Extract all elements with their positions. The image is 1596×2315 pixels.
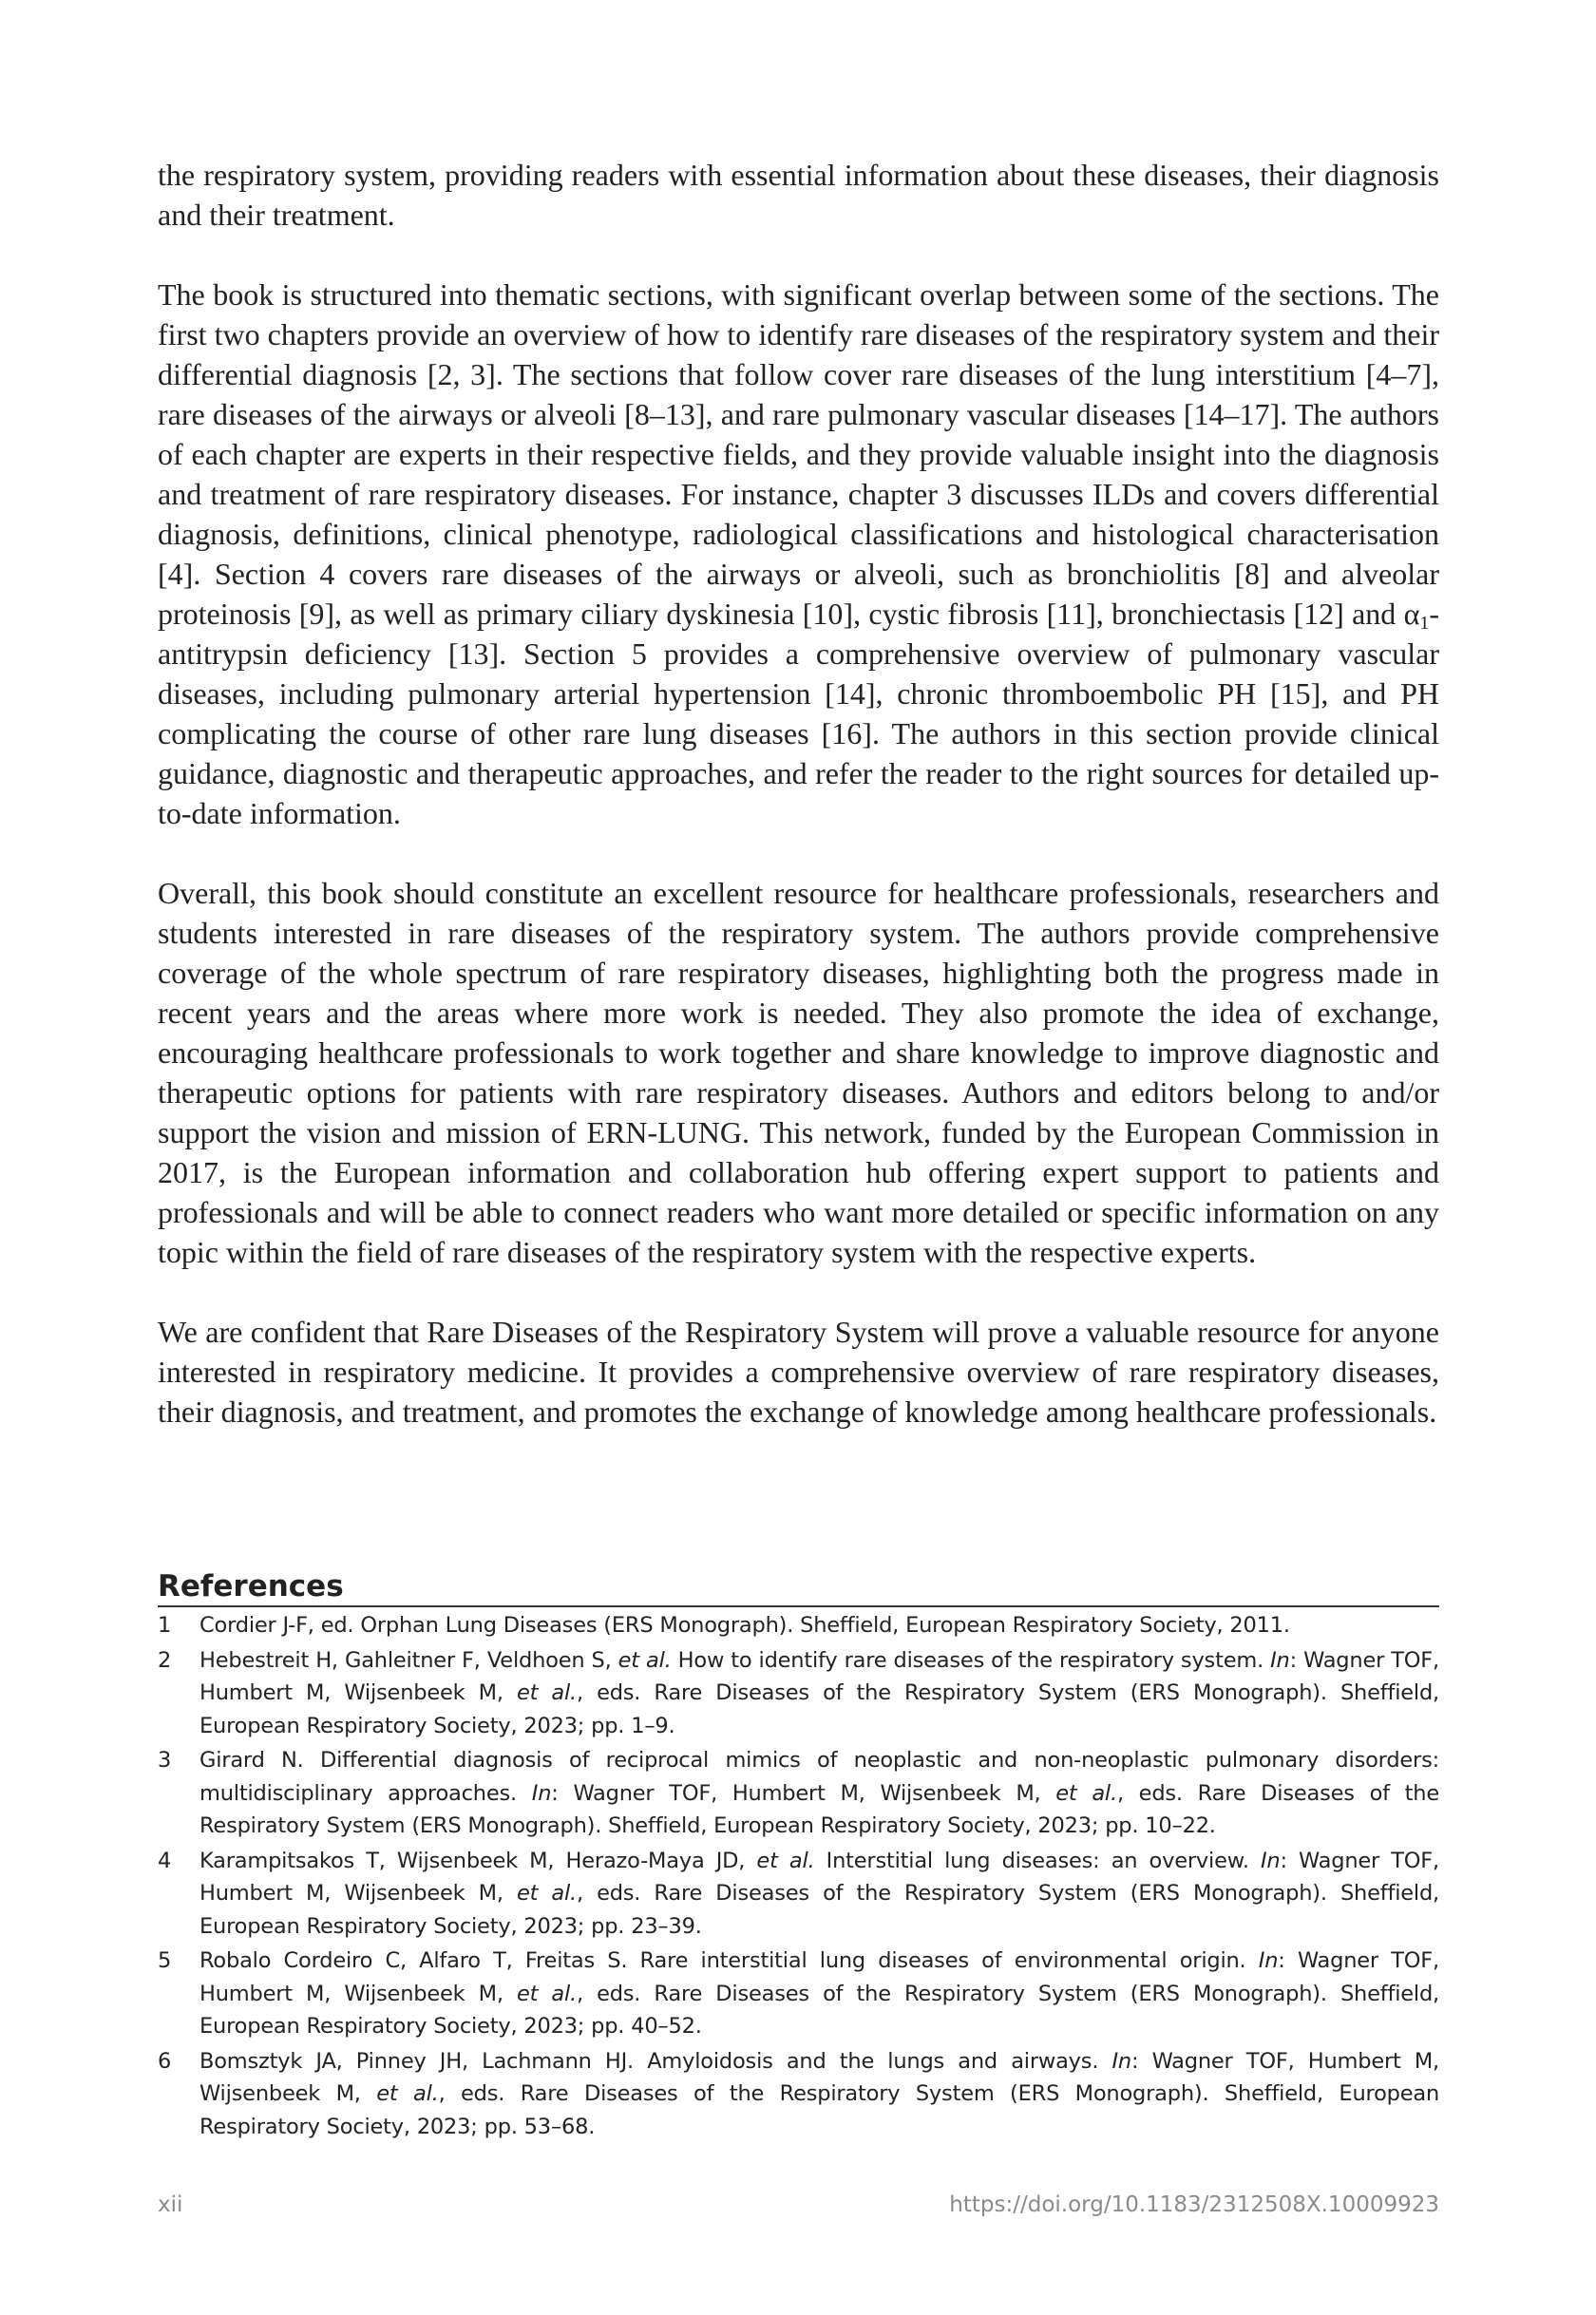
in-label: In	[1270, 1647, 1290, 1673]
reference-5	[158, 1945, 1439, 2043]
paragraph-3: Overall, this book should constitute an excellent resource for healthcare professionals, researchers and students interested in rare diseases of the respiratory system. The authors provide comprehensive coverage of the whole spectrum of rare respiratory diseases, highlighting both the progress made in recent years and the areas where more work is needed. They also promote the idea of exchange, encouraging healthcare professionals to work together and share knowledge to improve diagnostic and therapeutic options for patients with rare respiratory diseases. Authors and editors belong to and/or support the vision and mission of ERN-LUNG. This network, funded by the European Commission in 2017, is the European information and collaboration hub offering expert support to patients and professionals and will be able to connect readers who want more detailed or specific information on any topic within the field of rare diseases of the respiratory system with the respective experts.	[158, 876, 1439, 1269]
paragraph-2-part-a: The book is structured into thematic sections, with significant overlap between some of the sections. The first two chapters provide an overview of how to identify rare diseases of the respiratory system and their differential diagnosis [2, 3]. The sections that follow cover rare diseases of the lung interstitium [4–7], rare diseases of the airways or alveoli [8–13], and rare pulmonary vascular diseases [14–17]. The authors of each chapter are experts in their respective fields, and they provide valuable insight into the diagnosis and treatment of rare respiratory diseases. For instance, chapter 3 discusses ILDs and covers differential diagnosis, definitions, clinical phenotype, radiological classifications and histological characterisation [4]. Section 4 covers rare diseases of the airways or alveoli, such as bronchiolitis [8] and alveolar proteinosis [9], as well as primary ciliary dyskinesia [10], cystic fibrosis [11], bronchiectasis [12] and	[158, 277, 1439, 631]
et-al: et al.	[1055, 1780, 1117, 1806]
paragraph-4: We are confident that Rare Diseases of the Respiratory System will prove a valuable resource for anyone interested in respiratory medicine. It provides a comprehensive overview of rare respiratory diseases, their diagnosis, and treatment, and promotes the exchange of knowledge among healthcare professionals.	[158, 1315, 1439, 1429]
reference-source: , eds. Rare Diseases of the Respiratory System (ERS Monograph). Sheffield, European Respiratory Society, 2023; pp. 1–9.	[200, 1680, 1439, 1738]
references-list	[158, 1609, 1439, 2143]
page-number: xii	[158, 2192, 183, 2217]
reference-editors: : Wagner TOF, Humbert M, Wijsenbeek M,	[200, 1948, 1439, 2006]
reference-text: Cordier J-F, ed. Orphan Lung Diseases (ERS Monograph). Sheffield, European Respiratory Society, 2011.	[200, 1613, 1290, 1638]
reference-source: , eds. Rare Diseases of the Respiratory System (ERS Monograph). Sheffield, European Respiratory Society, 2023; pp. 40–52.	[200, 1981, 1439, 2039]
reference-source: , eds. Rare Diseases of the Respiratory System (ERS Monograph). Sheffield, European Respiratory Society, 2023; pp. 53–68.	[200, 2081, 1440, 2139]
reference-number: 3	[158, 1748, 172, 1773]
alpha-symbol: α	[1403, 597, 1420, 631]
doi-link[interactable]: https://doi.org/10.1183/2312508X.10009923	[949, 2192, 1439, 2217]
et-al: et al.	[516, 1981, 577, 2006]
paragraph-1: the respiratory system, providing readers with essential information about these diseases, their diagnosis and their treatment.	[158, 158, 1439, 232]
et-al: et al.	[376, 2081, 439, 2106]
reference-number: 6	[158, 2048, 172, 2074]
reference-source: , eds. Rare Diseases of the Respiratory System (ERS Monograph). Sheffield, European Respiratory Society, 2023; pp. 10–22.	[200, 1780, 1439, 1838]
paragraph-2	[158, 275, 1439, 833]
reference-number: 1	[158, 1613, 172, 1638]
reference-1	[158, 1609, 1439, 1642]
alpha-subscript: 1	[1419, 613, 1430, 634]
in-label: In	[1112, 2048, 1131, 2074]
reference-6	[158, 2045, 1439, 2144]
et-al: et al.	[618, 1647, 672, 1673]
reference-editors: : Wagner TOF, Humbert M, Wijsenbeek M,	[200, 2048, 1440, 2106]
reference-authors-title: Robalo Cordeiro C, Alfaro T, Freitas S. Rare interstitial lung diseases of environmental origin.	[200, 1948, 1259, 1973]
reference-4	[158, 1845, 1439, 1944]
reference-number: 2	[158, 1647, 172, 1673]
reference-authors-title: Bomsztyk JA, Pinney JH, Lachmann HJ. Amyloidosis and the lungs and airways.	[200, 2048, 1112, 2074]
reference-authors-title: Girard N. Differential diagnosis of reciprocal mimics of neoplastic and non-neoplastic pulmonary disorders: multidisciplinary approaches.	[200, 1748, 1439, 1806]
reference-number: 4	[158, 1848, 172, 1873]
in-label: In	[1258, 1948, 1279, 1973]
et-al: et al.	[516, 1881, 577, 1906]
paragraph-2-part-b: -antitrypsin deficiency [13]. Section 5 provides a comprehensive overview of pulmonary vascular diseases, including pulmonary arterial hypertension [14], chronic thromboembolic PH [15], and PH complicating the course of other rare lung diseases [16]. The authors in this section provide clinical guidance, diagnostic and therapeutic approaches, and refer the reader to the right sources for detailed up-to-date information.	[158, 597, 1439, 830]
reference-number: 5	[158, 1948, 172, 1973]
et-al: et al.	[756, 1848, 815, 1873]
reference-editors: : Wagner TOF, Humbert M, Wijsenbeek M,	[200, 1848, 1439, 1906]
reference-authors: Karampitsakos T, Wijsenbeek M, Herazo-Maya JD,	[200, 1848, 757, 1873]
reference-source: , eds. Rare Diseases of the Respiratory System (ERS Monograph). Sheffield, European Respiratory Society, 2023; pp. 23–39.	[200, 1881, 1439, 1939]
reference-title: How to identify rare diseases of the respiratory system.	[671, 1647, 1271, 1673]
reference-authors: Hebestreit H, Gahleitner F, Veldhoen S,	[200, 1647, 618, 1673]
in-label: In	[1260, 1848, 1281, 1873]
references-section	[158, 1569, 1439, 2143]
et-al: et al.	[516, 1680, 577, 1705]
references-heading: References	[158, 1569, 1439, 1607]
reference-2	[158, 1644, 1439, 1743]
reference-title: Interstitial lung diseases: an overview.	[814, 1848, 1261, 1873]
reference-3	[158, 1744, 1439, 1843]
reference-editors: : Wagner TOF, Humbert M, Wijsenbeek M,	[200, 1647, 1439, 1705]
in-label: In	[531, 1780, 552, 1806]
reference-editors: : Wagner TOF, Humbert M, Wijsenbeek M,	[551, 1780, 1056, 1806]
body-text	[158, 155, 1439, 1432]
